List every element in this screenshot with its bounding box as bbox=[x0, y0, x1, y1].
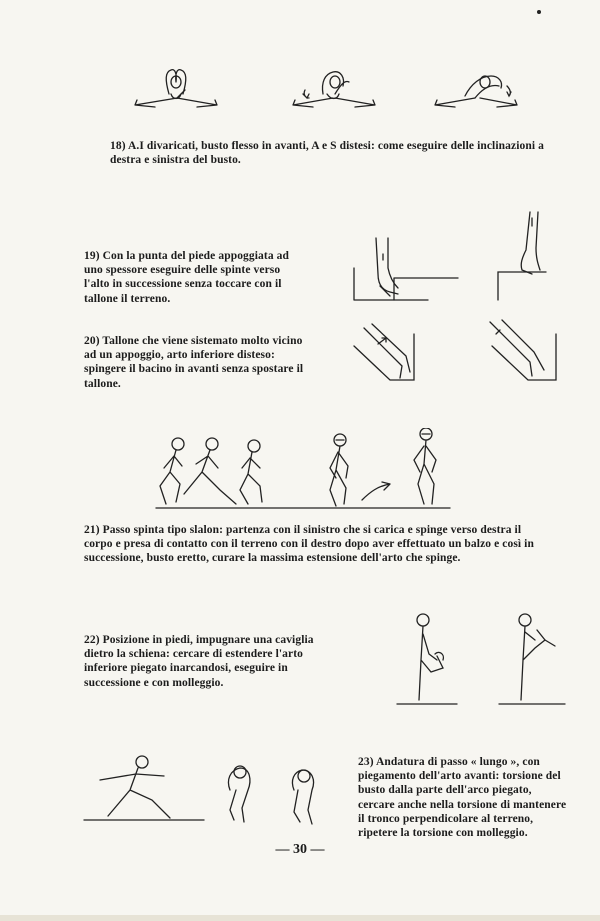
exercise-19-caption bbox=[84, 249, 306, 306]
figure-20-heel-stretch bbox=[350, 316, 575, 388]
page-number: — 30 — bbox=[275, 842, 325, 857]
exercise-23-number: 23) bbox=[358, 756, 374, 768]
exercise-18-text: A.I divaricati, busto flesso in avanti, A e S distesi: come eseguire delle inclinazioni a destra e sinistra del busto. bbox=[110, 140, 544, 167]
page-edge bbox=[0, 915, 600, 921]
exercise-20-number: 20) bbox=[84, 335, 100, 347]
figure-21-slalom-stride bbox=[150, 428, 458, 514]
exercise-21-text: Passo spinta tipo slalon: partenza con il sinistro che si carica e spinge verso destra il corpo e presa di contatto con il terreno con il destro dopo aver effettuato un balzo e così in successione, busto eretto, curare la massima estensione dell'arto che spinge. bbox=[84, 524, 534, 565]
exercise-19-number: 19) bbox=[84, 250, 100, 262]
figure-19-calf-raise bbox=[350, 208, 575, 306]
exercise-19-text: Con la punta del piede appoggiata ad uno spessore eseguire delle spinte verso l'alto in successione senza toccare con il tallone il terreno. bbox=[84, 250, 289, 305]
exercise-21-number: 21) bbox=[84, 524, 100, 536]
exercise-18-number: 18) bbox=[110, 140, 126, 152]
exercise-22-text: Posizione in piedi, impugnare una caviglia dietro la schiena: cercare di estendere l'arto inferiore piegato inarcandosi, eseguire in successione e con molleggio. bbox=[84, 634, 314, 689]
exercise-22-number: 22) bbox=[84, 634, 100, 646]
figure-22-quad-stretch bbox=[395, 610, 575, 710]
exercise-23-caption bbox=[358, 755, 570, 840]
exercise-20-text: Tallone che viene sistemato molto vicino ad un appoggio, arto inferiore disteso: spingere il bacino in avanti senza spostare il tallone. bbox=[84, 335, 304, 390]
exercise-23-text: Andatura di passo « lungo », con piegamento dell'arto avanti: torsione del busto dalla parte dell'arco piegato, cercare anche nella torsione di mantenere il tronco perpendicolare al terreno, ripetere la torsione con molleggio. bbox=[358, 756, 567, 840]
print-mark bbox=[537, 10, 541, 14]
exercise-22-caption bbox=[84, 633, 344, 690]
figure-18-straddle-stretch bbox=[125, 60, 520, 125]
exercise-20-caption bbox=[84, 334, 306, 391]
exercise-18-caption bbox=[110, 139, 550, 167]
figure-23-long-stride-twist bbox=[80, 750, 330, 830]
exercise-21-caption bbox=[84, 523, 536, 566]
